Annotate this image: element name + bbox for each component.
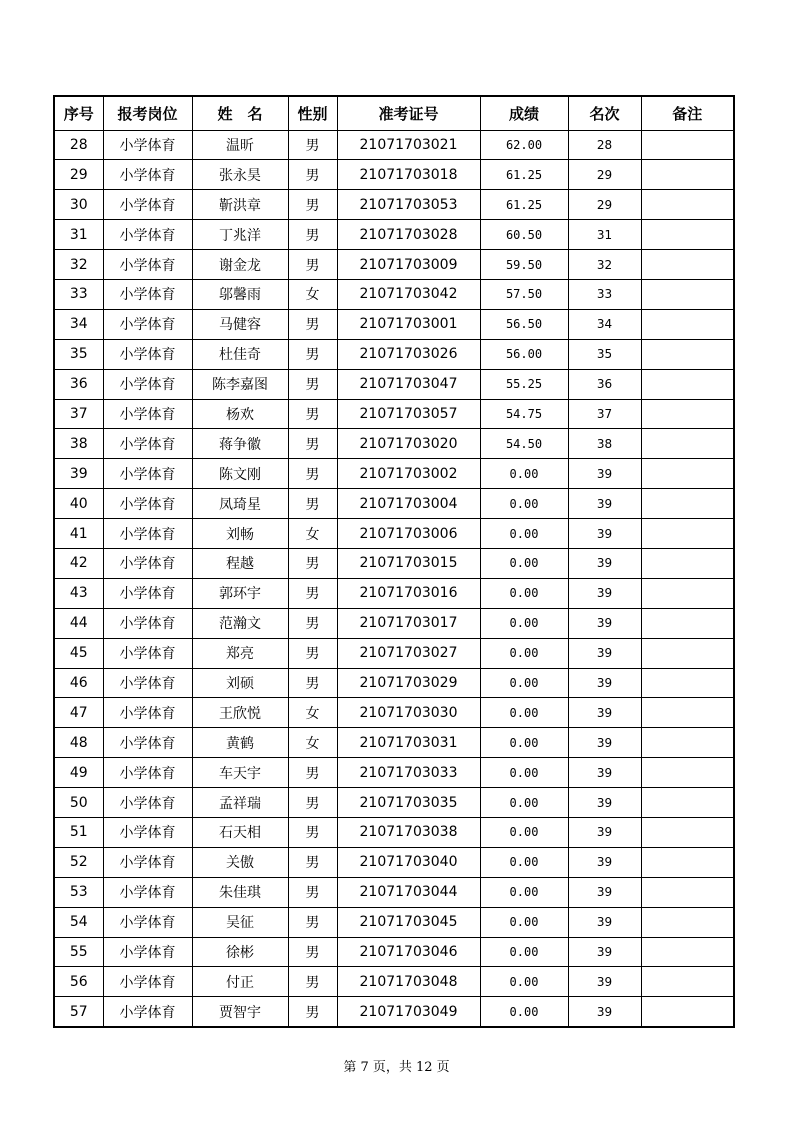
- cell-name: 谢金龙: [192, 250, 288, 280]
- cell-score: 55.25: [480, 369, 568, 399]
- cell-note: [641, 608, 734, 638]
- cell-gender: 男: [288, 190, 337, 220]
- cell-no: 48: [54, 728, 103, 758]
- cell-post: 小学体育: [103, 339, 192, 369]
- cell-no: 39: [54, 459, 103, 489]
- cell-ticket: 21071703033: [337, 758, 480, 788]
- table-row: [54, 997, 734, 1027]
- cell-score: 56.00: [480, 339, 568, 369]
- cell-rank: 39: [568, 638, 641, 668]
- cell-rank: 39: [568, 997, 641, 1027]
- cell-ticket: 21071703031: [337, 728, 480, 758]
- cell-score: 0.00: [480, 489, 568, 519]
- cell-name: 杜佳奇: [192, 339, 288, 369]
- cell-name: 郭环宇: [192, 578, 288, 608]
- cell-name: 凤琦星: [192, 489, 288, 519]
- cell-note: [641, 847, 734, 877]
- cell-note: [641, 937, 734, 967]
- cell-rank: 39: [568, 788, 641, 818]
- cell-ticket: 21071703002: [337, 459, 480, 489]
- cell-ticket: 21071703057: [337, 399, 480, 429]
- cell-ticket: 21071703047: [337, 369, 480, 399]
- cell-no: 54: [54, 907, 103, 937]
- cell-no: 50: [54, 788, 103, 818]
- cell-ticket: 21071703046: [337, 937, 480, 967]
- cell-gender: 男: [288, 429, 337, 459]
- cell-note: [641, 190, 734, 220]
- cell-rank: 39: [568, 578, 641, 608]
- header-name: 姓 名: [192, 96, 288, 130]
- cell-name: 付正: [192, 967, 288, 997]
- cell-name: 关傲: [192, 847, 288, 877]
- cell-gender: 男: [288, 578, 337, 608]
- cell-score: 0.00: [480, 548, 568, 578]
- cell-ticket: 21071703021: [337, 130, 480, 160]
- table-row: [54, 608, 734, 638]
- cell-no: 41: [54, 519, 103, 549]
- cell-post: 小学体育: [103, 519, 192, 549]
- cell-score: 0.00: [480, 967, 568, 997]
- cell-name: 王欣悦: [192, 698, 288, 728]
- cell-rank: 34: [568, 309, 641, 339]
- cell-note: [641, 279, 734, 309]
- cell-ticket: 21071703040: [337, 847, 480, 877]
- cell-name: 徐彬: [192, 937, 288, 967]
- cell-name: 范瀚文: [192, 608, 288, 638]
- table-row: [54, 519, 734, 549]
- cell-post: 小学体育: [103, 877, 192, 907]
- table-row: [54, 728, 734, 758]
- cell-rank: 38: [568, 429, 641, 459]
- cell-gender: 男: [288, 459, 337, 489]
- cell-rank: 35: [568, 339, 641, 369]
- cell-name: 张永昊: [192, 160, 288, 190]
- cell-no: 56: [54, 967, 103, 997]
- cell-ticket: 21071703028: [337, 220, 480, 250]
- table-row: [54, 817, 734, 847]
- cell-no: 34: [54, 309, 103, 339]
- table-row: [54, 459, 734, 489]
- cell-score: 0.00: [480, 698, 568, 728]
- cell-score: 0.00: [480, 788, 568, 818]
- table-row: [54, 220, 734, 250]
- cell-name: 陈李嘉图: [192, 369, 288, 399]
- cell-name: 贾智宇: [192, 997, 288, 1027]
- cell-ticket: 21071703027: [337, 638, 480, 668]
- cell-ticket: 21071703001: [337, 309, 480, 339]
- cell-name: 丁兆洋: [192, 220, 288, 250]
- table-row: [54, 130, 734, 160]
- cell-note: [641, 309, 734, 339]
- cell-gender: 男: [288, 548, 337, 578]
- cell-name: 车天宇: [192, 758, 288, 788]
- cell-note: [641, 758, 734, 788]
- cell-gender: 男: [288, 489, 337, 519]
- header-ticket: 准考证号: [337, 96, 480, 130]
- cell-score: 0.00: [480, 578, 568, 608]
- cell-note: [641, 489, 734, 519]
- table-row: [54, 668, 734, 698]
- cell-post: 小学体育: [103, 578, 192, 608]
- cell-no: 49: [54, 758, 103, 788]
- cell-note: [641, 638, 734, 668]
- cell-post: 小学体育: [103, 548, 192, 578]
- cell-name: 蒋争徽: [192, 429, 288, 459]
- table-row: [54, 758, 734, 788]
- table-row: [54, 907, 734, 937]
- table-row: [54, 638, 734, 668]
- cell-gender: 男: [288, 967, 337, 997]
- table-row: [54, 578, 734, 608]
- cell-note: [641, 698, 734, 728]
- cell-score: 0.00: [480, 608, 568, 638]
- cell-rank: 33: [568, 279, 641, 309]
- cell-gender: 男: [288, 877, 337, 907]
- cell-rank: 32: [568, 250, 641, 280]
- cell-score: 0.00: [480, 668, 568, 698]
- cell-no: 47: [54, 698, 103, 728]
- cell-no: 37: [54, 399, 103, 429]
- cell-gender: 男: [288, 369, 337, 399]
- cell-score: 0.00: [480, 937, 568, 967]
- cell-post: 小学体育: [103, 967, 192, 997]
- cell-post: 小学体育: [103, 130, 192, 160]
- cell-ticket: 21071703045: [337, 907, 480, 937]
- cell-post: 小学体育: [103, 608, 192, 638]
- cell-gender: 男: [288, 399, 337, 429]
- cell-gender: 男: [288, 817, 337, 847]
- cell-gender: 男: [288, 847, 337, 877]
- cell-no: 52: [54, 847, 103, 877]
- cell-score: 0.00: [480, 638, 568, 668]
- cell-post: 小学体育: [103, 937, 192, 967]
- cell-rank: 39: [568, 728, 641, 758]
- cell-ticket: 21071703044: [337, 877, 480, 907]
- cell-name: 温昕: [192, 130, 288, 160]
- cell-rank: 39: [568, 459, 641, 489]
- table-row: [54, 399, 734, 429]
- table-row: [54, 279, 734, 309]
- cell-no: 33: [54, 279, 103, 309]
- cell-no: 28: [54, 130, 103, 160]
- cell-post: 小学体育: [103, 160, 192, 190]
- cell-ticket: 21071703015: [337, 548, 480, 578]
- table-row: [54, 967, 734, 997]
- cell-ticket: 21071703016: [337, 578, 480, 608]
- cell-gender: 男: [288, 160, 337, 190]
- table-row: [54, 339, 734, 369]
- table-row: [54, 937, 734, 967]
- cell-name: 程越: [192, 548, 288, 578]
- cell-rank: 29: [568, 190, 641, 220]
- table-row: [54, 489, 734, 519]
- cell-no: 51: [54, 817, 103, 847]
- cell-gender: 男: [288, 937, 337, 967]
- cell-gender: 男: [288, 758, 337, 788]
- cell-rank: 39: [568, 608, 641, 638]
- cell-name: 邬馨雨: [192, 279, 288, 309]
- table-row: [54, 788, 734, 818]
- cell-score: 0.00: [480, 847, 568, 877]
- cell-rank: 39: [568, 937, 641, 967]
- cell-ticket: 21071703020: [337, 429, 480, 459]
- cell-no: 55: [54, 937, 103, 967]
- cell-ticket: 21071703006: [337, 519, 480, 549]
- cell-no: 57: [54, 997, 103, 1027]
- header-score: 成绩: [480, 96, 568, 130]
- cell-gender: 男: [288, 339, 337, 369]
- header-note: 备注: [641, 96, 734, 130]
- cell-note: [641, 519, 734, 549]
- cell-rank: 28: [568, 130, 641, 160]
- cell-post: 小学体育: [103, 788, 192, 818]
- cell-no: 42: [54, 548, 103, 578]
- cell-note: [641, 130, 734, 160]
- cell-gender: 女: [288, 698, 337, 728]
- table-row: [54, 160, 734, 190]
- cell-post: 小学体育: [103, 638, 192, 668]
- cell-post: 小学体育: [103, 459, 192, 489]
- cell-score: 0.00: [480, 997, 568, 1027]
- cell-note: [641, 668, 734, 698]
- cell-note: [641, 997, 734, 1027]
- cell-note: [641, 339, 734, 369]
- cell-rank: 39: [568, 758, 641, 788]
- cell-no: 31: [54, 220, 103, 250]
- cell-note: [641, 160, 734, 190]
- cell-score: 61.25: [480, 190, 568, 220]
- cell-name: 朱佳琪: [192, 877, 288, 907]
- cell-score: 57.50: [480, 279, 568, 309]
- cell-post: 小学体育: [103, 728, 192, 758]
- cell-no: 29: [54, 160, 103, 190]
- cell-score: 0.00: [480, 519, 568, 549]
- cell-post: 小学体育: [103, 220, 192, 250]
- cell-post: 小学体育: [103, 817, 192, 847]
- table-row: [54, 548, 734, 578]
- table-row: [54, 847, 734, 877]
- results-table: [53, 95, 735, 1028]
- cell-score: 62.00: [480, 130, 568, 160]
- header-no: 序号: [54, 96, 103, 130]
- cell-ticket: 21071703042: [337, 279, 480, 309]
- cell-post: 小学体育: [103, 190, 192, 220]
- table-row: [54, 190, 734, 220]
- cell-post: 小学体育: [103, 847, 192, 877]
- cell-name: 刘硕: [192, 668, 288, 698]
- cell-no: 45: [54, 638, 103, 668]
- cell-gender: 男: [288, 309, 337, 339]
- table-row: [54, 369, 734, 399]
- cell-gender: 男: [288, 638, 337, 668]
- cell-no: 35: [54, 339, 103, 369]
- cell-ticket: 21071703030: [337, 698, 480, 728]
- cell-ticket: 21071703017: [337, 608, 480, 638]
- cell-rank: 39: [568, 519, 641, 549]
- cell-score: 54.75: [480, 399, 568, 429]
- cell-note: [641, 728, 734, 758]
- cell-note: [641, 788, 734, 818]
- cell-name: 吴征: [192, 907, 288, 937]
- cell-no: 43: [54, 578, 103, 608]
- cell-post: 小学体育: [103, 489, 192, 519]
- cell-name: 陈文刚: [192, 459, 288, 489]
- cell-gender: 男: [288, 668, 337, 698]
- cell-note: [641, 250, 734, 280]
- cell-name: 郑亮: [192, 638, 288, 668]
- cell-ticket: 21071703049: [337, 997, 480, 1027]
- cell-ticket: 21071703009: [337, 250, 480, 280]
- cell-post: 小学体育: [103, 279, 192, 309]
- cell-gender: 男: [288, 130, 337, 160]
- cell-score: 0.00: [480, 817, 568, 847]
- cell-note: [641, 907, 734, 937]
- cell-name: 石天相: [192, 817, 288, 847]
- cell-note: [641, 399, 734, 429]
- cell-post: 小学体育: [103, 399, 192, 429]
- cell-rank: 31: [568, 220, 641, 250]
- cell-rank: 39: [568, 967, 641, 997]
- cell-rank: 39: [568, 489, 641, 519]
- cell-score: 0.00: [480, 907, 568, 937]
- cell-no: 38: [54, 429, 103, 459]
- cell-post: 小学体育: [103, 997, 192, 1027]
- cell-post: 小学体育: [103, 668, 192, 698]
- table-row: [54, 309, 734, 339]
- cell-post: 小学体育: [103, 758, 192, 788]
- cell-ticket: 21071703038: [337, 817, 480, 847]
- cell-rank: 39: [568, 907, 641, 937]
- cell-note: [641, 429, 734, 459]
- cell-no: 44: [54, 608, 103, 638]
- cell-gender: 男: [288, 907, 337, 937]
- cell-note: [641, 578, 734, 608]
- cell-score: 60.50: [480, 220, 568, 250]
- cell-score: 61.25: [480, 160, 568, 190]
- cell-ticket: 21071703048: [337, 967, 480, 997]
- cell-no: 53: [54, 877, 103, 907]
- cell-rank: 39: [568, 698, 641, 728]
- cell-name: 孟祥瑞: [192, 788, 288, 818]
- cell-no: 32: [54, 250, 103, 280]
- cell-note: [641, 548, 734, 578]
- cell-score: 56.50: [480, 309, 568, 339]
- cell-score: 59.50: [480, 250, 568, 280]
- cell-post: 小学体育: [103, 698, 192, 728]
- cell-name: 刘畅: [192, 519, 288, 549]
- cell-note: [641, 817, 734, 847]
- cell-rank: 39: [568, 817, 641, 847]
- cell-no: 30: [54, 190, 103, 220]
- cell-note: [641, 459, 734, 489]
- cell-post: 小学体育: [103, 250, 192, 280]
- cell-ticket: 21071703018: [337, 160, 480, 190]
- cell-gender: 男: [288, 250, 337, 280]
- cell-score: 0.00: [480, 728, 568, 758]
- cell-rank: 39: [568, 668, 641, 698]
- cell-post: 小学体育: [103, 429, 192, 459]
- cell-gender: 男: [288, 220, 337, 250]
- cell-gender: 女: [288, 519, 337, 549]
- cell-gender: 女: [288, 728, 337, 758]
- cell-score: 54.50: [480, 429, 568, 459]
- cell-ticket: 21071703026: [337, 339, 480, 369]
- cell-name: 黄鹤: [192, 728, 288, 758]
- cell-note: [641, 220, 734, 250]
- cell-post: 小学体育: [103, 309, 192, 339]
- cell-post: 小学体育: [103, 907, 192, 937]
- cell-ticket: 21071703004: [337, 489, 480, 519]
- cell-note: [641, 967, 734, 997]
- header-row: [54, 96, 734, 130]
- cell-gender: 男: [288, 608, 337, 638]
- cell-rank: 39: [568, 877, 641, 907]
- cell-gender: 男: [288, 788, 337, 818]
- cell-note: [641, 369, 734, 399]
- cell-rank: 36: [568, 369, 641, 399]
- table-row: [54, 698, 734, 728]
- header-post: 报考岗位: [103, 96, 192, 130]
- header-rank: 名次: [568, 96, 641, 130]
- cell-score: 0.00: [480, 758, 568, 788]
- cell-post: 小学体育: [103, 369, 192, 399]
- cell-score: 0.00: [480, 877, 568, 907]
- cell-no: 36: [54, 369, 103, 399]
- cell-rank: 39: [568, 847, 641, 877]
- cell-name: 杨欢: [192, 399, 288, 429]
- table-row: [54, 250, 734, 280]
- cell-ticket: 21071703035: [337, 788, 480, 818]
- cell-rank: 39: [568, 548, 641, 578]
- cell-rank: 29: [568, 160, 641, 190]
- page-footer: 第 7 页，共 12 页: [343, 1060, 450, 1075]
- cell-ticket: 21071703029: [337, 668, 480, 698]
- cell-ticket: 21071703053: [337, 190, 480, 220]
- header-gender: 性别: [288, 96, 337, 130]
- cell-gender: 男: [288, 997, 337, 1027]
- cell-score: 0.00: [480, 459, 568, 489]
- cell-gender: 女: [288, 279, 337, 309]
- cell-name: 靳洪章: [192, 190, 288, 220]
- table-row: [54, 429, 734, 459]
- cell-note: [641, 877, 734, 907]
- cell-rank: 37: [568, 399, 641, 429]
- table-row: [54, 877, 734, 907]
- cell-no: 46: [54, 668, 103, 698]
- cell-no: 40: [54, 489, 103, 519]
- cell-name: 马健容: [192, 309, 288, 339]
